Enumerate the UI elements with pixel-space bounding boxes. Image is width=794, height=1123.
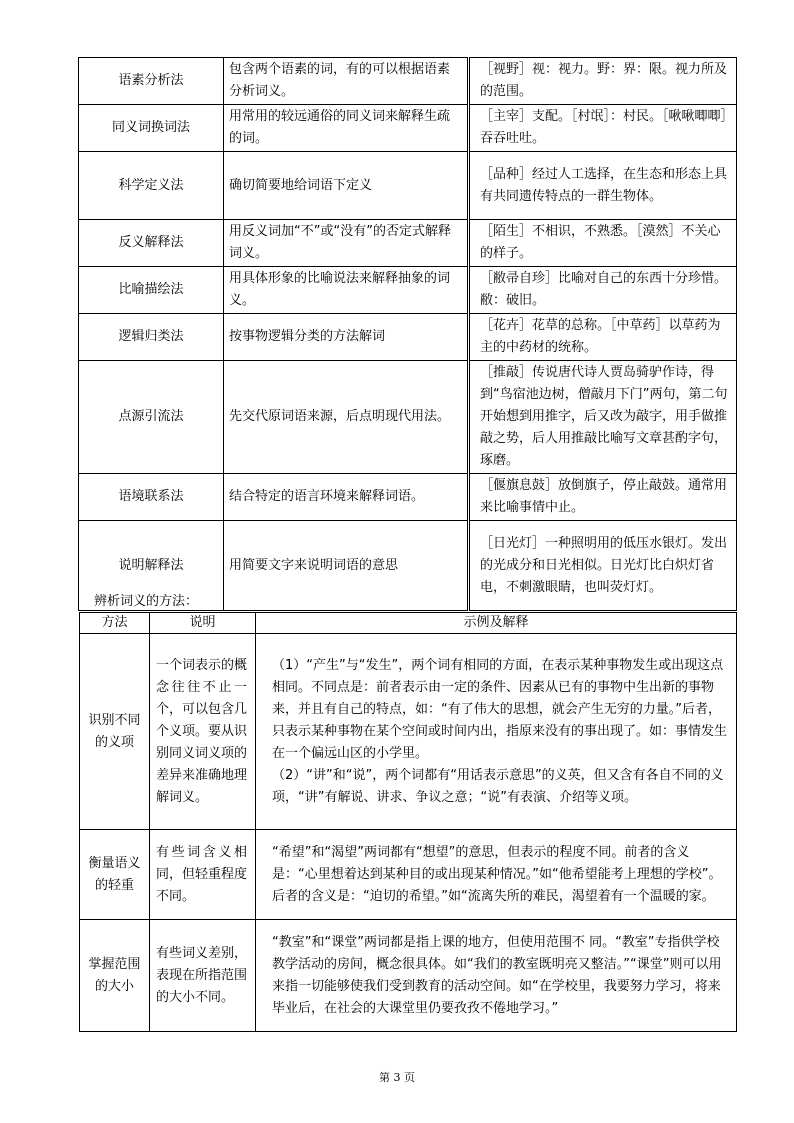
example-paragraph: （1）“产生”与“发生”，两个词有相同的方面，在表示某种事物发生或出现这点相同。不同点是：前者表示由一定的条件、因素从已有的事物中生出新的事物来，并且有自己的特点，如：“有了伟大的思想，就会产生无穷的力量。”后者，只表示某种事物在某个空间或时间内出，指原来没有的事出现了。如：事情发生在一个偏远山区的小学里。: [272, 657, 728, 761]
description-cell: 用具体形象的比喻说法来解释抽象的词义。: [224, 267, 469, 314]
header-row: [80, 613, 737, 634]
example-cell: ［推敲］传说唐代诗人贾岛骑驴作诗，得到“鸟宿池边树，僧敲月下门”两句，第二句开始想到用推字，后又改为敲字，用手做推敲之势，后人用推敲比喻写文章甚酌字句，琢磨。: [469, 361, 737, 474]
method-cell: 语境联系法: [79, 474, 224, 521]
table-row: [79, 361, 737, 474]
description-cell: 确切简要地给词语下定义: [224, 152, 469, 220]
description-cell: 有些词含义相同，但轻重程度不同。: [150, 830, 256, 920]
method-cell: 说明解释法: [79, 521, 224, 611]
example-paragraph: “教室”和“课堂”两词都是指上课的地方，但使用范围不 同。“教室”专指供学校教学活动的房间，概念很具体。如“我们的教室既明亮又整洁。”“课堂”则可以用来指一切能够使我们受到教育的活动空间。如“在学校里，我要努力学习，将来毕业后，在社会的大课堂里仍要孜孜不倦地学习。”: [272, 934, 722, 1016]
method-cell: 衡量语义的轻重: [80, 830, 150, 920]
example-cell: [256, 634, 737, 830]
method-cell: 同义词换词法: [79, 105, 224, 152]
column-header-method: 方法: [80, 613, 150, 634]
section-heading: 辨析词义的方法：: [94, 594, 199, 609]
description-cell: 按事物逻辑分类的方法解词: [224, 314, 469, 361]
column-header-description: 说明: [150, 613, 256, 634]
table-row: [79, 152, 737, 220]
method-cell: 科学定义法: [79, 152, 224, 220]
example-cell: [256, 830, 737, 920]
method-cell: 点源引流法: [79, 361, 224, 474]
example-paragraph: “希望”和“渴望”两词都有“想望”的意思，但表示的程度不同。前者的含义是：“心里想着达到某种目的或出现某种情况。”如“他希望能考上理想的学校”。后者的含义是：“迫切的希望。”如“流离失所的难民，渴望着有一个温暖的家。: [272, 844, 722, 904]
example-cell: ［敝帚自珍］比喻对自己的东西十分珍惜。敝：破旧。: [469, 267, 737, 314]
description-cell: 一个词表示的概念往往不止一个，可以包含几个义项。要从识别同义词义项的差异来准确地理解词义。: [150, 634, 256, 830]
table-row: [79, 474, 737, 521]
description-cell: 先交代原词语来源，后点明现代用法。: [224, 361, 469, 474]
example-cell: ［偃旗息鼓］放倒旗子，停止敲鼓。通常用来比喻事情中止。: [469, 474, 737, 521]
meaning-analysis-table: [79, 612, 737, 1032]
word-explanation-methods-table: [78, 57, 737, 611]
method-cell: 识别不同的义项: [80, 634, 150, 830]
method-cell: 比喻描绘法: [79, 267, 224, 314]
example-cell: ［品种］经过人工选择，在生态和形态上具有共同遗传特点的一群生物体。: [469, 152, 737, 220]
table-row: [79, 314, 737, 361]
table-row: [79, 58, 737, 105]
table-row: [79, 220, 737, 267]
example-cell: ［陌生］不相识，不熟悉。［漠然］不关心的样子。: [469, 220, 737, 267]
table-row: [79, 105, 737, 152]
table-row: [79, 267, 737, 314]
example-cell: ［日光灯］一种照明用的低压水银灯。发出的光成分和日光相似。日光灯比白炽灯省电，不刺激眼睛，也叫荧灯灯。: [469, 521, 737, 611]
description-cell: 用反义词加“不”或“没有”的否定式解释词义。: [224, 220, 469, 267]
description-cell: 结合特定的语言环境来解释词语。: [224, 474, 469, 521]
example-cell: ［主宰］支配。［村氓］：村民。［啾啾唧唧］吞吞吐吐。: [469, 105, 737, 152]
description-cell: 用简要文字来说明词语的意思: [224, 521, 469, 611]
description-cell: 用常用的较远通俗的同义词来解释生疏的词。: [224, 105, 469, 152]
method-cell: 逻辑归类法: [79, 314, 224, 361]
table-row: [80, 920, 737, 1032]
table-row: [80, 830, 737, 920]
method-cell: 语素分析法: [79, 58, 224, 105]
method-cell: 掌握范围的大小: [80, 920, 150, 1032]
column-header-example: 示例及解释: [256, 613, 737, 634]
example-paragraph: （2）“讲”和“说”，两个词都有“用话表示意思”的义英，但又含有各自不同的义项，“讲”有解说、讲求、争议之意；“说”有表演、介绍等义项。: [272, 767, 724, 805]
table-row: [80, 634, 737, 830]
page-number: 第 3 页: [379, 1071, 415, 1084]
description-cell: 有些词义差别，表现在所指范围的大小不同。: [150, 920, 256, 1032]
example-cell: [256, 920, 737, 1032]
method-cell: 反义解释法: [79, 220, 224, 267]
example-cell: ［视野］视：视力。野：界：限。视力所及的范围。: [469, 58, 737, 105]
description-cell: 包含两个语素的词，有的可以根据语素分析词义。: [224, 58, 469, 105]
example-cell: ［花卉］花草的总称。［中草药］以草药为主的中药材的统称。: [469, 314, 737, 361]
